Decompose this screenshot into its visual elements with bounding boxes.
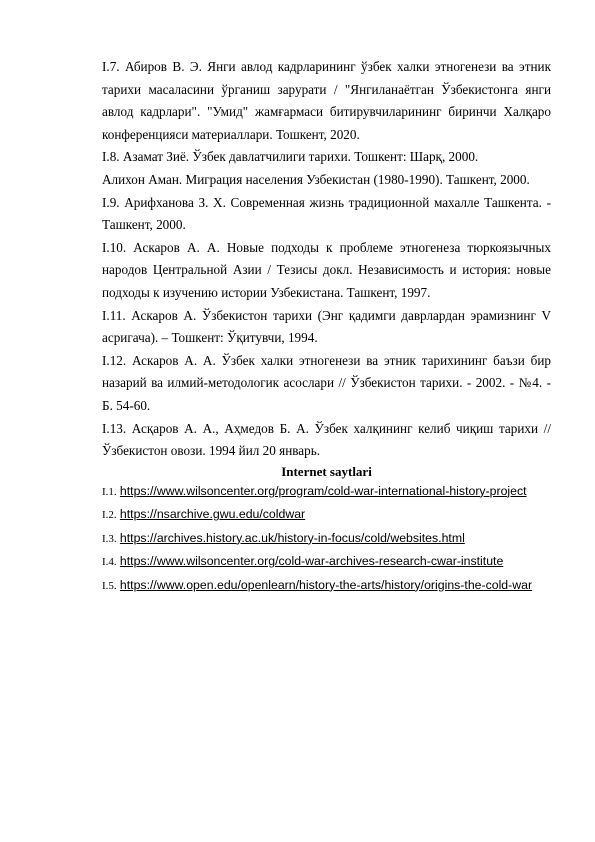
internet-sites-heading: Internet saytlari xyxy=(281,463,372,479)
link-url[interactable]: https://www.open.edu/openlearn/history-the-arts/history/origins-the-cold-war xyxy=(119,577,533,592)
link-item xyxy=(102,550,551,574)
link-number: I.5. xyxy=(102,579,117,592)
link-item xyxy=(102,574,551,598)
reference-item: I.11. Аскаров А. Ўзбекистон тарихи (Энг қадимги даврлардан эрамизнинг V асригача). – Тошкент: Ўқитувчи, 1994. xyxy=(102,307,551,346)
reference-item: I.9. Арифханова З. Х. Современная жизнь традиционной махалле Ташкента. - Ташкент, 2000. xyxy=(102,194,551,233)
link-item xyxy=(102,503,551,527)
reference-item: Алихон Аман. Миграция населения Узбекистан (1980-1990). Ташкент, 2000. xyxy=(102,171,530,187)
link-item xyxy=(102,527,551,551)
document-page xyxy=(102,56,551,597)
reference-item: I.12. Аскаров А. А. Ўзбек халки этногенези ва этник тарихининг баъзи бир назарий ва илмий-методологик асослари // Ўзбекистон тарихи. - 2002. - №4. - Б. 54-60. xyxy=(102,352,551,413)
reference-item: I.8. Азамат Зиё. Ўзбек давлатчилиги тарихи. Тошкент: Шарқ, 2000. xyxy=(102,149,479,165)
link-number: I.1. xyxy=(102,485,117,498)
link-url[interactable]: https://www.wilsoncenter.org/cold-war-archives-research-cwar-institute xyxy=(119,554,504,569)
link-number: I.2. xyxy=(102,509,117,522)
link-number: I.4. xyxy=(102,556,117,569)
link-url[interactable]: https://archives.history.ac.uk/history-in-focus/cold/websites.html xyxy=(119,530,465,545)
link-number: I.3. xyxy=(102,532,117,545)
link-url[interactable]: https://nsarchive.gwu.edu/coldwar xyxy=(119,507,306,522)
reference-item: I.10. Аскаров А. А. Новые подходы к проблеме этногенеза тюркоязычных народов Центральной Азии / Тезисы докл. Независимость и история: новые подходы к изучению истории Узбекистана. Ташкент, 1997. xyxy=(102,239,551,300)
reference-item: I.7. Абиров В. Э. Янги авлод кадрларининг ўзбек халки этногенези ва этник тарихи масаласини ўрганиш зарурати / "Янгиланаётган Ўзбекистонга янги авлод кадрлари". "Умид" жамғармаси битирувчиларининг биринчи Халқаро конференцияси материаллари. Тошкент, 2020. xyxy=(102,59,551,142)
link-item xyxy=(102,480,551,504)
link-url[interactable]: https://www.wilsoncenter.org/program/cold-war-international-history-project xyxy=(119,483,527,498)
reference-item: I.13. Асқаров А. А., Аҳмедов Б. А. Ўзбек халқининг келиб чиқиш тарихи // Ўзбекистон овози. 1994 йил 20 январь. xyxy=(102,420,551,459)
